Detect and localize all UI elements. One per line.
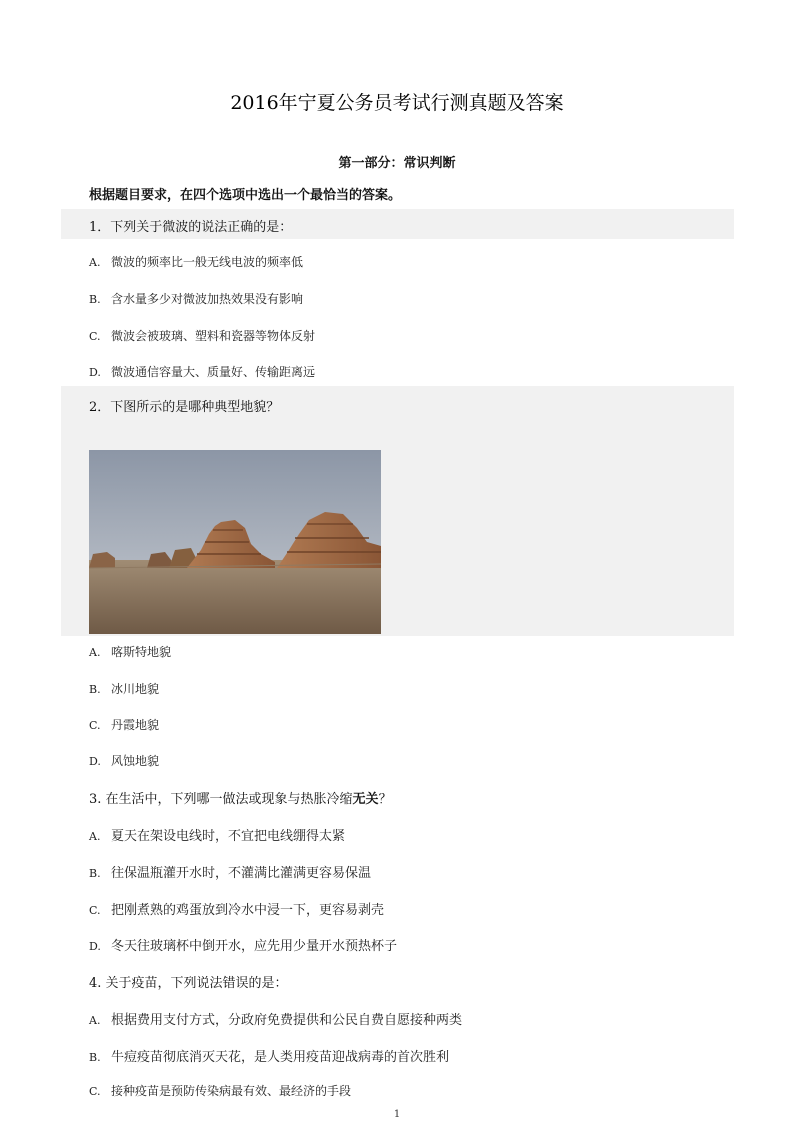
question-2-option-a[interactable]	[89, 643, 171, 660]
question-2-stem: 2．下图所示的是哪种典型地貌？	[89, 400, 280, 415]
option-letter: D.	[89, 366, 101, 379]
option-letter: C.	[89, 904, 101, 917]
question-3-option-c[interactable]	[89, 899, 384, 918]
option-letter: C.	[89, 719, 101, 732]
question-1-option-c[interactable]	[89, 327, 315, 344]
section-heading: 第一部分：常识判断	[338, 156, 456, 171]
option-text: 往保温瓶灌开水时，不灌满比灌满更容易保温	[111, 866, 372, 881]
landform-photo	[89, 450, 381, 634]
question-1-option-d[interactable]	[89, 363, 315, 380]
question-2-option-b[interactable]	[89, 680, 159, 697]
option-text: 风蚀地貌	[111, 754, 160, 768]
document-title: 2016年宁夏公务员考试行测真题及答案	[230, 92, 564, 114]
question-3-stem	[89, 788, 392, 807]
question-3-stem-suffix: ？	[378, 792, 392, 807]
option-text: 含水量多少对微波加热效果没有影响	[111, 292, 304, 306]
question-4-option-b[interactable]	[89, 1046, 449, 1065]
question-4-option-a[interactable]	[89, 1009, 462, 1028]
question-2-option-d[interactable]	[89, 752, 159, 769]
option-letter: D.	[89, 940, 101, 953]
option-letter: A.	[89, 256, 101, 269]
instruction-text: 根据题目要求，在四个选项中选出一个最恰当的答案。	[89, 188, 402, 203]
option-letter: A.	[89, 830, 101, 843]
option-text: 接种疫苗是预防传染病最有效、最经济的手段	[111, 1084, 352, 1098]
option-letter: B.	[89, 293, 101, 306]
question-3-option-d[interactable]	[89, 935, 397, 954]
question-1-option-a[interactable]	[89, 253, 303, 270]
question-4-option-c[interactable]	[89, 1082, 351, 1099]
question-1-option-b[interactable]	[89, 290, 303, 307]
option-letter: A.	[89, 1014, 101, 1027]
option-text: 根据费用支付方式，分政府免费提供和公民自费自愿接种两类	[111, 1013, 463, 1028]
question-1-stem: 1．下列关于微波的说法正确的是：	[89, 220, 293, 235]
option-text: 喀斯特地貌	[111, 645, 172, 659]
option-letter: D.	[89, 755, 101, 768]
option-text: 丹霞地貌	[111, 718, 160, 732]
question-3-option-b[interactable]	[89, 862, 371, 881]
option-text: 把刚煮熟的鸡蛋放到冷水中浸一下，更容易剥壳	[111, 903, 385, 918]
option-letter: A.	[89, 646, 101, 659]
question-3-stem-emphasis: 无关	[352, 792, 379, 807]
option-letter: B.	[89, 683, 101, 696]
option-letter: C.	[89, 330, 101, 343]
option-text: 冰川地貌	[111, 682, 160, 696]
option-letter: C.	[89, 1085, 101, 1098]
question-4-stem: 4. 关于疫苗，下列说法错误的是：	[89, 976, 288, 991]
option-text: 微波的频率比一般无线电波的频率低	[111, 255, 304, 269]
question-2-option-c[interactable]	[89, 716, 159, 733]
option-letter: B.	[89, 1051, 101, 1064]
option-letter: B.	[89, 867, 101, 880]
option-text: 微波通信容量大、质量好、传输距离远	[111, 365, 316, 379]
option-text: 夏天在架设电线时，不宜把电线绷得太紧	[111, 829, 346, 844]
option-text: 牛痘疫苗彻底消灭天花，是人类用疫苗迎战病毒的首次胜利	[111, 1050, 450, 1065]
question-3-option-a[interactable]	[89, 825, 345, 844]
page-number: 1	[393, 1109, 401, 1120]
option-text: 冬天往玻璃杯中倒开水，应先用少量开水预热杯子	[111, 939, 398, 954]
option-text: 微波会被玻璃、塑料和瓷器等物体反射	[111, 329, 316, 343]
question-3-stem-prefix: 3. 在生活中，下列哪一做法或现象与热胀冷缩	[89, 792, 353, 807]
